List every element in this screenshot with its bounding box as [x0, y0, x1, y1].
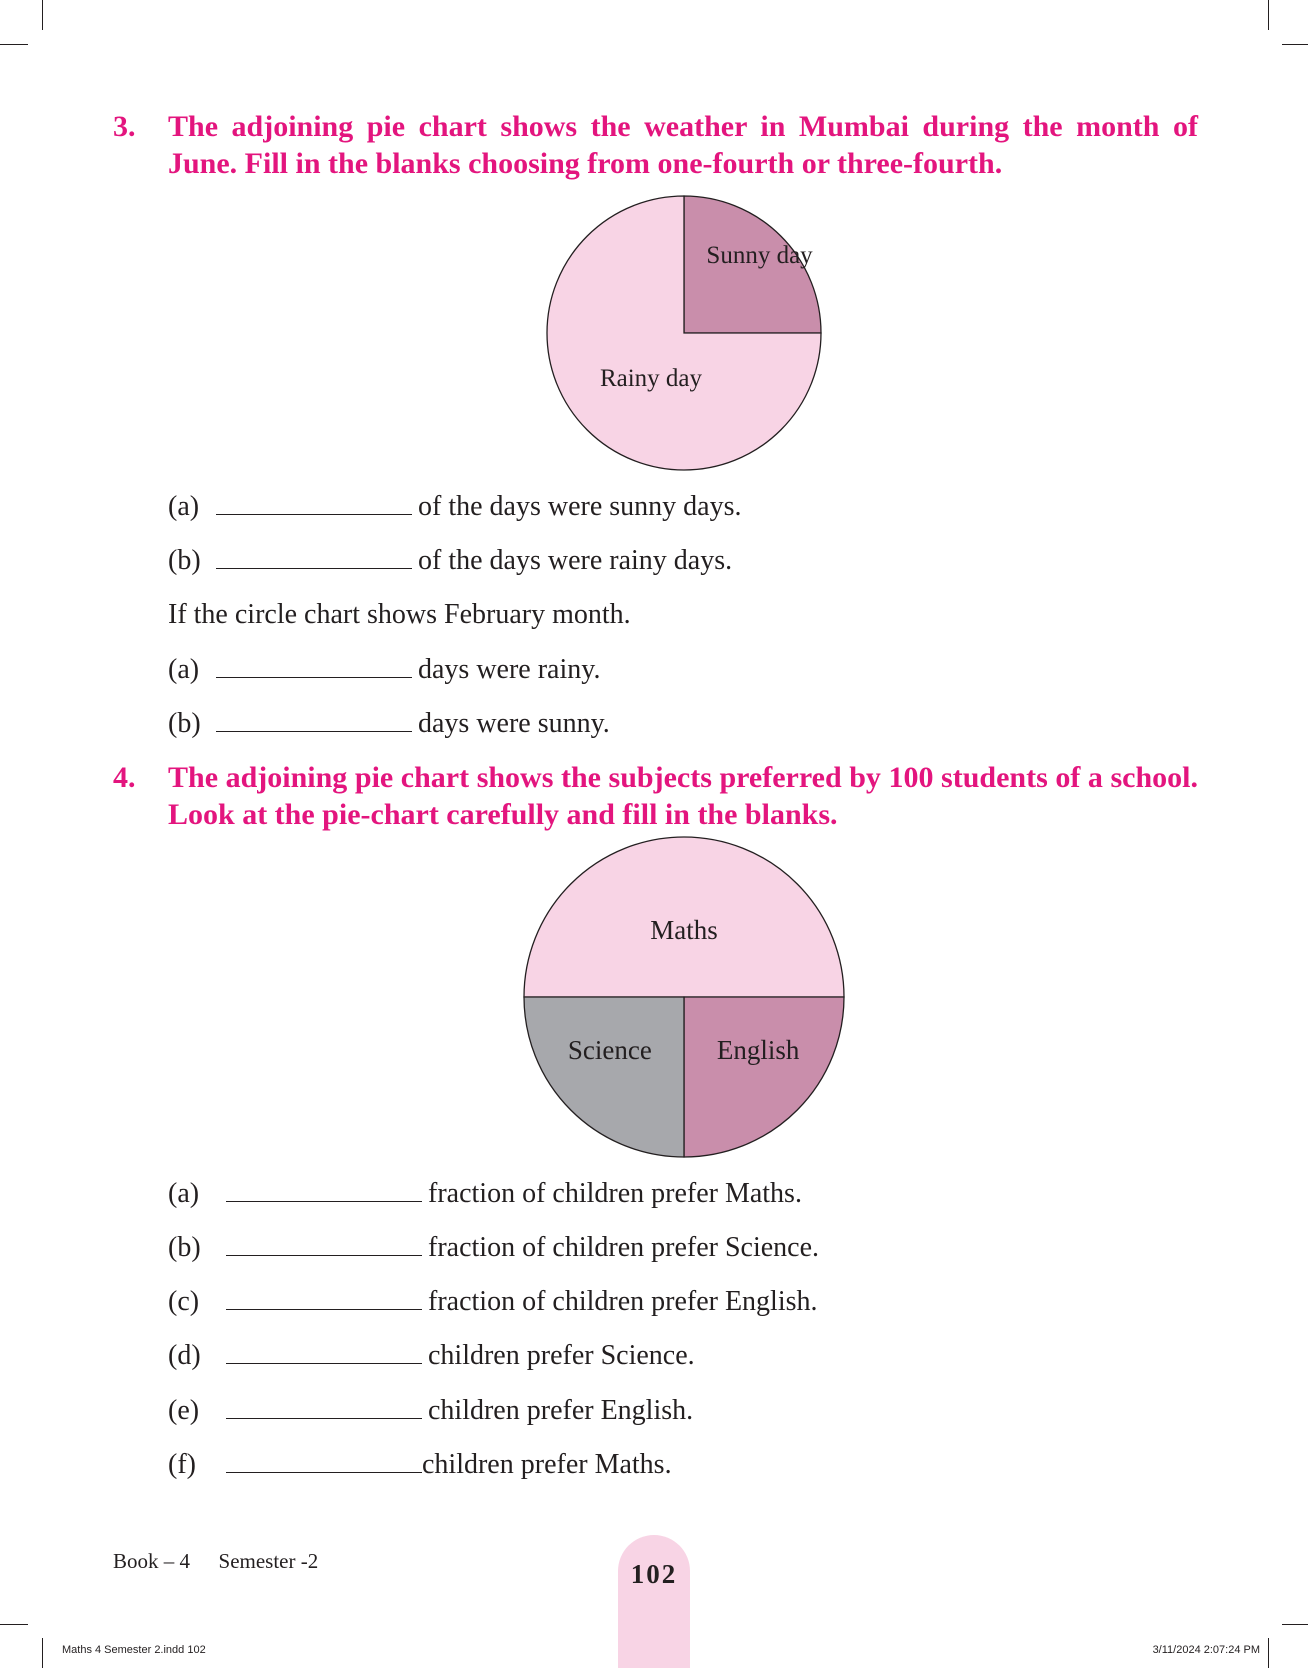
- q4-item-d: [168, 1339, 695, 1373]
- item-text: of the days were sunny days.: [418, 491, 742, 522]
- question-text: The adjoining pie chart shows the subjects preferred by 100 students of a school. Look at the pie-chart carefully and fill in the blanks.: [168, 761, 1198, 831]
- question-number: 3.: [113, 110, 136, 143]
- answer-blank[interactable]: [226, 1233, 422, 1256]
- item-label: (b): [168, 708, 201, 739]
- footer-semester: Semester -2: [218, 1549, 319, 1573]
- q3-subheading: If the circle chart shows February month.: [168, 599, 631, 630]
- item-label: (e): [168, 1395, 200, 1426]
- item-label: (f): [168, 1449, 196, 1480]
- q4-item-e: [168, 1394, 693, 1428]
- item-text: children prefer Maths.: [422, 1449, 672, 1480]
- item-text: children prefer Science.: [428, 1340, 695, 1371]
- answer-blank[interactable]: [226, 1396, 422, 1419]
- pie-label-english: English: [716, 1035, 800, 1066]
- item-label: (a): [168, 491, 200, 522]
- item-text: children prefer English.: [428, 1395, 694, 1426]
- item-text: fraction of children prefer Maths.: [428, 1178, 802, 1209]
- pie-slice-english: [684, 997, 844, 1157]
- pie-label-science: Science: [567, 1035, 652, 1066]
- question-number: 4.: [113, 761, 136, 794]
- item-label: (c): [168, 1286, 200, 1317]
- q4-item-a: [168, 1177, 802, 1211]
- answer-blank[interactable]: [226, 1287, 422, 1310]
- item-label: (b): [168, 1232, 201, 1263]
- footer-book-info: [113, 1548, 318, 1574]
- item-label: (a): [168, 1178, 200, 1209]
- pie-label-sunny-day: Sunny day: [706, 242, 813, 270]
- print-slug-left: Maths 4 Semester 2.indd 102: [62, 1644, 206, 1656]
- item-label: (a): [168, 654, 200, 685]
- item-text: fraction of children prefer English.: [428, 1286, 818, 1317]
- page-number: 102: [630, 1559, 678, 1589]
- pie-label-rainy-day: Rainy day: [599, 364, 703, 392]
- q4-item-c: [168, 1285, 818, 1319]
- pie-label-maths: Maths: [650, 915, 718, 946]
- page-number-tab: [618, 1535, 690, 1668]
- question-text: The adjoining pie chart shows the weather in Mumbai during the month of June. Fill in the blanks choosing from one-fourth or three-fourth.: [168, 110, 1198, 180]
- footer-book: Book – 4: [113, 1549, 191, 1573]
- q4-item-f: [168, 1448, 672, 1482]
- answer-blank[interactable]: [226, 1450, 422, 1473]
- item-label: (d): [168, 1340, 201, 1371]
- q4-item-b: [168, 1231, 819, 1265]
- item-text: fraction of children prefer Science.: [428, 1232, 820, 1263]
- answer-blank[interactable]: [226, 1179, 422, 1202]
- item-text: of the days were rainy days.: [418, 545, 733, 576]
- item-text: days were sunny.: [418, 708, 610, 739]
- answer-blank[interactable]: [226, 1341, 422, 1364]
- item-label: (b): [168, 545, 201, 576]
- pie-slice-science: [524, 997, 684, 1157]
- item-text: days were rainy.: [418, 654, 601, 685]
- print-slug-right: 3/11/2024 2:07:24 PM: [1152, 1644, 1260, 1656]
